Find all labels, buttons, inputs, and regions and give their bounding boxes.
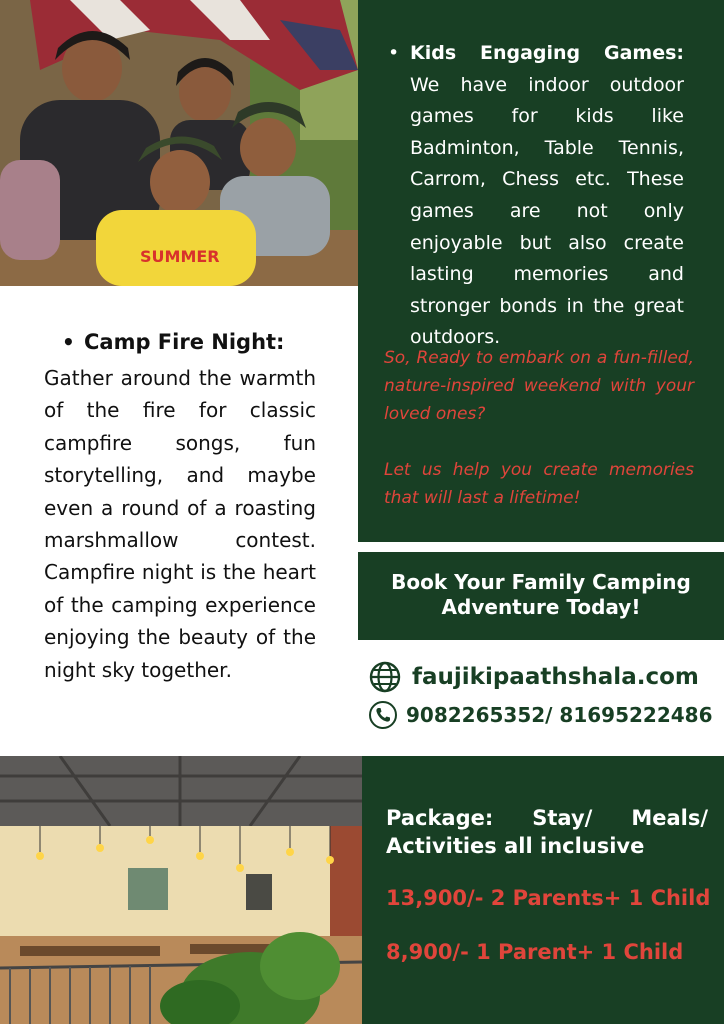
campfire-title: Camp Fire Night: — [84, 330, 285, 354]
phone-icon — [368, 700, 398, 730]
hall-photo — [0, 756, 362, 1024]
bullet-icon: • — [62, 330, 75, 354]
family-photo — [0, 0, 358, 286]
package-title: Package: Stay/ Meals/ Activities all inclusive — [386, 806, 708, 858]
cta-text-block — [384, 344, 694, 512]
book-banner-text — [358, 570, 724, 620]
website-link[interactable] — [368, 660, 699, 694]
kids-games-title: Kids Engaging Games: — [410, 42, 684, 64]
book-line-1: Book Your Family Camping — [391, 570, 691, 594]
kids-games-section — [388, 38, 684, 354]
svg-text:SUMMER: SUMMER — [140, 247, 220, 266]
phone-link[interactable] — [368, 700, 713, 730]
family-photo-illustration — [0, 0, 358, 286]
hall-photo-illustration — [0, 756, 362, 1024]
book-line-2: Adventure Today! — [441, 595, 641, 619]
cta-promise: Let us help you create memories that will last a lifetime! — [384, 460, 694, 508]
campfire-text: Gather around the warmth of the fire for classic campfire songs, fun storytelling, and maybe even a round of a roasting marshmallow contest. Campfire night is the heart of the camping experience enjoying the beauty of the night sky together. — [44, 366, 316, 682]
website-text[interactable]: faujikipaathshala.com — [412, 664, 699, 690]
phone-text[interactable]: 9082265352/ 81695222486 — [406, 703, 713, 727]
globe-icon — [368, 660, 402, 694]
bullet-icon: • — [388, 42, 400, 64]
kids-games-text: We have indoor outdoor games for kids like Badminton, Table Tennis, Carrom, Chess etc. These games are not only enjoyable but also create lasting memories and stronger bonds in the great outdoors. — [410, 73, 684, 349]
campfire-heading — [62, 330, 322, 354]
cta-question: So, Ready to embark on a fun-filled, nature-inspired weekend with your loved ones? — [384, 348, 694, 424]
price-one-parent: 8,900/- 1 Parent+ 1 Child — [386, 940, 684, 964]
price-two-parents: 13,900/- 2 Parents+ 1 Child — [386, 886, 711, 910]
